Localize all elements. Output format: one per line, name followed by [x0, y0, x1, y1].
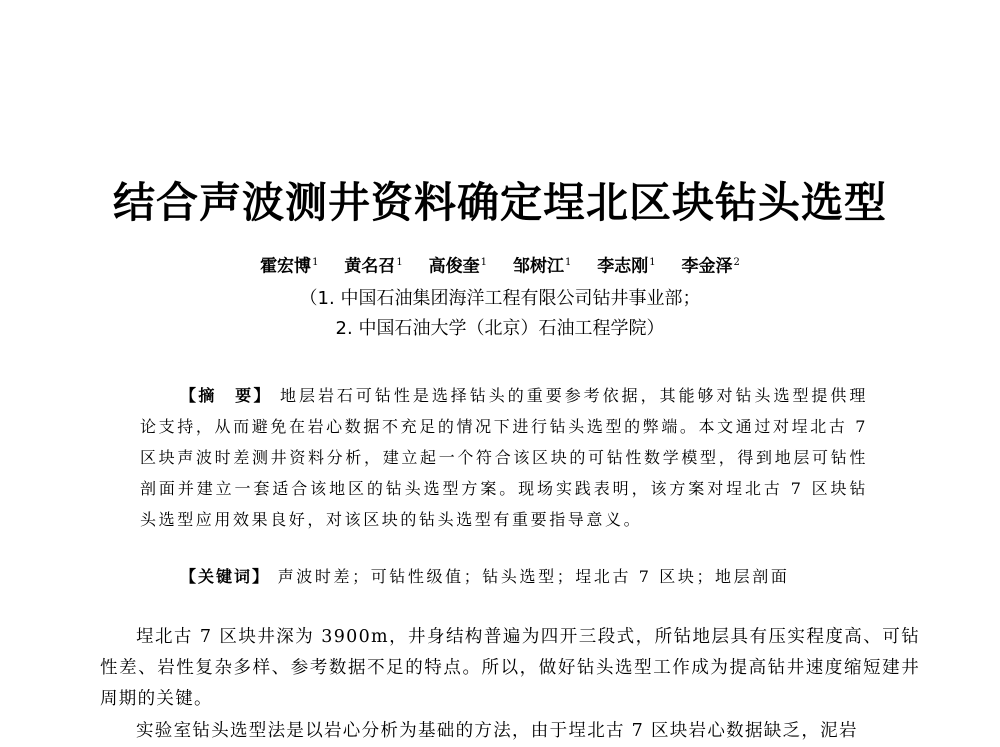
abstract	[140, 380, 868, 535]
author-list	[0, 251, 1000, 279]
author: 李金泽$^2$	[681, 256, 740, 277]
body-paragraph: 实验室钻头选型法是以岩心分析为基础的方法，由于埕北古 7 区块岩心数据缺乏，泥岩	[136, 721, 858, 741]
author: 霍宏博$^1$	[260, 256, 319, 277]
keywords	[180, 563, 880, 591]
author: 黄名召$^1$	[344, 256, 403, 277]
affiliation-line-1: （1. 中国石油集团海洋工程有限公司钻井事业部；	[299, 288, 701, 309]
affiliation-line-2: 2. 中国石油大学（北京）石油工程学院）	[335, 318, 665, 339]
paper-title: 结合声波测井资料确定埕北区块钻头选型	[112, 178, 887, 227]
abstract-text: 地层岩石可钻性是选择钻头的重要参考依据，其能够对钻头选型提供理论支持，从而避免在岩心数据不充足的情况下进行钻头选型的弊端。本文通过对埕北古 7 区块声波时差测井资料分析，建立起一个符合该区块的可钻性数学模型，得到地层可钻性剖面并建立一套适合该地区的钻头选型方案。现场实践表明，该方案对埕北古 7 区块钻头选型应用效果良好，对该区块的钻头选型有重要指导意义。	[140, 386, 868, 529]
author: 高俊奎$^1$	[428, 256, 488, 277]
author: 李志刚$^1$	[597, 256, 656, 277]
abstract-label: 【摘 要】	[180, 386, 272, 405]
body-paragraph: 埕北古 7 区块井深为 3900m，井身结构普遍为四开三段式，所钻地层具有压实程度高、可钻性差、岩性复杂多样、参考数据不足的特点。所以，做好钻头选型工作成为提高钻井速度缩短建井周期的关键。	[100, 627, 920, 709]
keywords-label: 【关键词】	[180, 567, 271, 586]
keywords-text: 声波时差；可钻性级值；钻头选型；埕北古 7 区块；地层剖面	[277, 567, 790, 586]
author: 邹树江$^1$	[512, 256, 572, 277]
body-text	[100, 622, 920, 747]
